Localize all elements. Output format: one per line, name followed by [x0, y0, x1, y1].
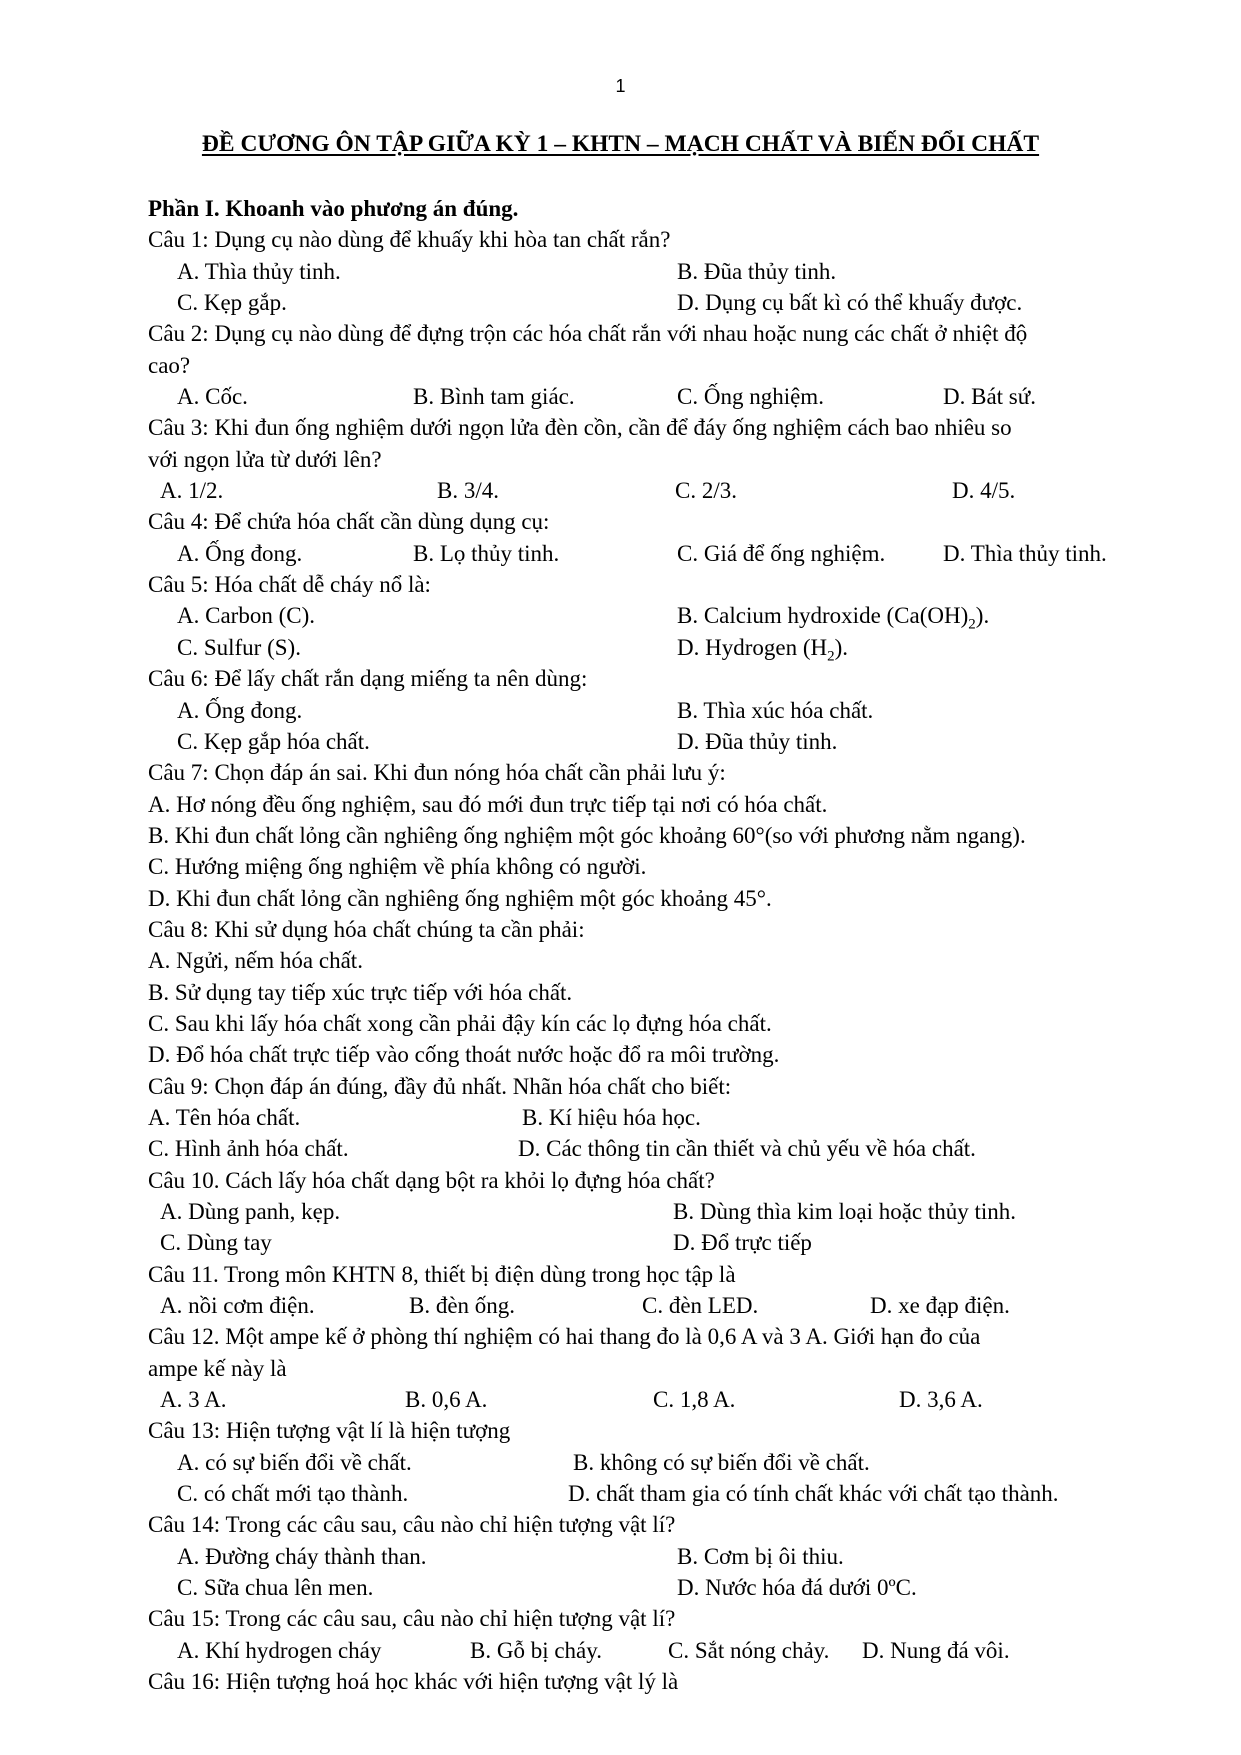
answer-option: C. Dùng tay [160, 1230, 272, 1256]
answer-option: D. Khi đun chất lỏng cần nghiêng ống nghiệm một góc khoảng 45°. [148, 885, 772, 911]
answer-option: D. Các thông tin cần thiết và chủ yếu về hóa chất. [518, 1136, 976, 1162]
answer-row [148, 1478, 1198, 1509]
answer-option: C. 2/3. [675, 478, 737, 504]
answer-row [148, 1196, 1198, 1227]
answer-option: A. 1/2. [160, 478, 224, 504]
answer-option: D. Nước hóa đá dưới 0ºC. [677, 1575, 917, 1601]
question-text: Câu 8: Khi sử dụng hóa chất chúng ta cần phải: [148, 916, 585, 942]
answer-option: A. Đường cháy thành than. [177, 1543, 427, 1569]
answer-option: D. 4/5. [952, 478, 1016, 504]
section-heading: Phần I. Khoanh vào phương án đúng. [148, 196, 519, 221]
question-text: Câu 11. Trong môn KHTN 8, thiết bị điện dùng trong học tập là [148, 1261, 736, 1287]
answer-option: C. Sau khi lấy hóa chất xong cần phải đậy kín các lọ đựng hóa chất. [148, 1010, 772, 1036]
answer-option: D. xe đạp điện. [870, 1293, 1010, 1319]
answer-option: B. Bình tam giác. [413, 384, 575, 410]
answer-option: A. Ống đong. [177, 540, 303, 566]
answer-option: D. Đổ trực tiếp [673, 1230, 812, 1256]
answer-row [148, 632, 1198, 663]
question-text: Câu 2: Dụng cụ nào dùng để đựng trộn các hóa chất rắn với nhau hoặc nung các chất ở nhiệt độ [148, 321, 1028, 347]
answer-row [148, 695, 1198, 726]
answer-option: B. Gỗ bị cháy. [470, 1637, 603, 1663]
answer-row [148, 287, 1198, 318]
answer-row [148, 475, 1198, 506]
answer-option: C. Kẹp gắp. [177, 290, 287, 316]
answer-option: D. chất tham gia có tính chất khác với chất tạo thành. [568, 1481, 1059, 1507]
answer-option: B. Thìa xúc hóa chất. [677, 697, 874, 723]
answer-option: D. Đũa thủy tinh. [677, 728, 838, 754]
answer-option: B. Kí hiệu hóa học. [522, 1104, 701, 1130]
answer-option: D. 3,6 A. [899, 1387, 983, 1413]
answer-option: C. Hướng miệng ống nghiệm về phía không có người. [148, 854, 647, 880]
question-text: Câu 10. Cách lấy hóa chất dạng bột ra khỏi lọ đựng hóa chất? [148, 1167, 715, 1193]
answer-option: B. Khi đun chất lỏng cần nghiêng ống nghiệm một góc khoảng 60°(so với phương nằm ngang). [148, 822, 1026, 848]
answer-row [148, 600, 1198, 634]
answer-row [148, 1227, 1198, 1258]
question-text: Câu 4: Để chứa hóa chất cần dùng dụng cụ: [148, 509, 550, 535]
question-text: Câu 14: Trong các câu sau, câu nào chỉ hiện tượng vật lí? [148, 1512, 676, 1538]
answer-row [148, 1572, 1198, 1603]
answer-option: A. Ngửi, nếm hóa chất. [148, 948, 363, 974]
answer-row [148, 1102, 1198, 1133]
answer-option: B. không có sự biến đổi về chất. [573, 1449, 870, 1475]
answer-option: B. 3/4. [437, 478, 499, 504]
answer-row [148, 1541, 1198, 1572]
answer-option: C. có chất mới tạo thành. [177, 1481, 409, 1507]
answer-row [148, 1290, 1198, 1321]
question-text: cao? [148, 352, 191, 378]
answer-option: A. Hơ nóng đều ống nghiệm, sau đó mới đun trực tiếp tại nơi có hóa chất. [148, 791, 828, 817]
answer-option: A. 3 A. [160, 1387, 227, 1413]
page-title: ĐỀ CƯƠNG ÔN TẬP GIỮA KỲ 1 – KHTN – MẠCH CHẤT VÀ BIẾN ĐỔI CHẤT [201, 131, 1040, 157]
question-list [148, 193, 1198, 1698]
answer-option: A. Ống đong. [177, 697, 303, 723]
answer-option: A. có sự biến đổi về chất. [177, 1449, 412, 1475]
answer-option: C. Kẹp gắp hóa chất. [177, 728, 370, 754]
answer-option: B. 0,6 A. [405, 1387, 488, 1413]
question-text: Câu 16: Hiện tượng hoá học khác với hiện tượng vật lý là [148, 1669, 679, 1695]
answer-option: D. Bát sứ. [943, 384, 1036, 410]
answer-option: C. 1,8 A. [653, 1387, 736, 1413]
answer-option: D. Nung đá vôi. [862, 1637, 1010, 1663]
answer-row [148, 1133, 1198, 1164]
answer-row [148, 538, 1198, 569]
question-text: Câu 6: Để lấy chất rắn dạng miếng ta nên dùng: [148, 666, 588, 692]
answer-option: C. Ống nghiệm. [677, 384, 824, 410]
answer-option: C. Hình ảnh hóa chất. [148, 1136, 349, 1162]
question-text: với ngọn lửa từ dưới lên? [148, 446, 382, 472]
answer-row [148, 1384, 1198, 1415]
answer-option: A. Thìa thủy tinh. [177, 258, 341, 284]
question-text: Câu 13: Hiện tượng vật lí là hiện tượng [148, 1418, 511, 1444]
answer-option: C. Giá để ống nghiệm. [677, 540, 886, 566]
answer-row [148, 1447, 1198, 1478]
answer-option: A. Carbon (C). [177, 603, 315, 629]
answer-option: B. Đũa thủy tinh. [677, 258, 837, 284]
answer-option: A. Cốc. [177, 384, 248, 410]
answer-option: B. Calcium hydroxide $(Ca(OH)_2)$. [677, 603, 990, 634]
answer-row [148, 726, 1198, 757]
question-text: Câu 9: Chọn đáp án đúng, đầy đủ nhất. Nhãn hóa chất cho biết: [148, 1073, 732, 1099]
question-text: ampe kế này là [148, 1355, 287, 1381]
answer-option: C. đèn LED. [642, 1293, 759, 1319]
page-number: 1 [615, 76, 626, 96]
answer-option: B. Sử dụng tay tiếp xúc trực tiếp với hóa chất. [148, 979, 573, 1005]
answer-option: C. Sulfur (S). [177, 634, 301, 660]
answer-option: B. đèn ống. [409, 1293, 516, 1319]
answer-option: D. Thìa thủy tinh. [943, 540, 1107, 566]
answer-option: A. Khí hydrogen cháy [177, 1637, 382, 1663]
answer-option: A. nồi cơm điện. [160, 1293, 315, 1319]
answer-option: C. Sắt nóng chảy. [668, 1637, 830, 1663]
answer-option: B. Cơm bị ôi thiu. [677, 1543, 844, 1569]
question-text: Câu 1: Dụng cụ nào dùng để khuấy khi hòa tan chất rắn? [148, 227, 671, 253]
question-text: Câu 3: Khi đun ống nghiệm dưới ngọn lửa đèn cồn, cần để đáy ống nghiệm cách bao nhiêu so [148, 415, 1012, 441]
answer-row [148, 381, 1198, 412]
answer-option: A. Dùng panh, kẹp. [160, 1199, 341, 1224]
answer-option: C. Sữa chua lên men. [177, 1575, 374, 1601]
question-text: Câu 7: Chọn đáp án sai. Khi đun nóng hóa chất cần phải lưu ý: [148, 760, 726, 786]
answer-option: D. Hydrogen $(H_2)$. [677, 634, 849, 665]
answer-option: D. Dụng cụ bất kì có thể khuấy được. [677, 290, 1023, 316]
answer-row [148, 256, 1198, 287]
answer-option: B. Lọ thủy tinh. [413, 540, 560, 566]
answer-option: A. Tên hóa chất. [148, 1104, 301, 1130]
answer-row [148, 1635, 1198, 1666]
question-text: Câu 5: Hóa chất dễ cháy nổ là: [148, 572, 431, 598]
question-text: Câu 12. Một ampe kế ở phòng thí nghiệm có hai thang đo là 0,6 A và 3 A. Giới hạn đo của [148, 1324, 981, 1350]
answer-option: D. Đổ hóa chất trực tiếp vào cống thoát nước hoặc đổ ra môi trường. [148, 1042, 780, 1068]
question-text: Câu 15: Trong các câu sau, câu nào chỉ hiện tượng vật lí? [148, 1606, 676, 1632]
answer-option: B. Dùng thìa kim loại hoặc thủy tinh. [673, 1199, 1017, 1224]
